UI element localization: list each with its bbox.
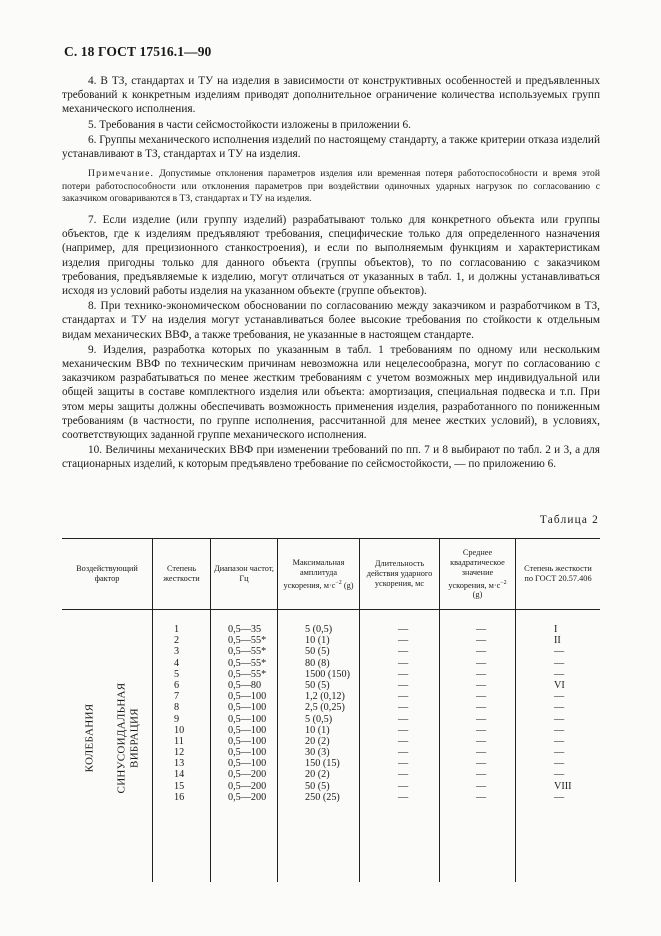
cell-gost: — (554, 713, 565, 725)
subgroup-label-text: СИНУСОИДАЛЬНАЯ ВИБРАЦИЯ (115, 682, 141, 794)
cell-range: 0,5—55* (228, 646, 267, 658)
table-row (62, 781, 600, 792)
table-row (62, 792, 600, 803)
cell-range: 0,5—100 (228, 735, 267, 747)
cell-degree: 8 (174, 702, 180, 714)
cell-duration: — (398, 691, 409, 703)
cell-amplitude: 50 (5) (305, 679, 330, 691)
cell-degree: 10 (174, 724, 185, 736)
cell-range: 0,5—100 (228, 713, 267, 725)
cell-duration: — (398, 646, 409, 658)
cell-amplitude: 150 (15) (305, 758, 340, 770)
cell-amplitude: 20 (2) (305, 735, 330, 747)
table-row (62, 714, 600, 725)
table-body (62, 610, 600, 882)
cell-range: 0,5—100 (228, 724, 267, 736)
col-header-factor: Воздействующий фактор (76, 564, 138, 583)
cell-duration: — (398, 747, 409, 759)
table-row (62, 736, 600, 747)
cell-amplitude: 2,5 (0,25) (305, 702, 345, 714)
table-row (62, 747, 600, 758)
cell-amplitude: 1500 (150) (305, 668, 350, 680)
cell-amplitude: 5 (0,5) (305, 713, 333, 725)
cell-gost: — (554, 791, 565, 803)
table-2 (62, 538, 600, 882)
cell-amplitude: 50 (5) (305, 646, 330, 658)
cell-rms: — (476, 635, 487, 647)
cell-gost: VI (554, 679, 565, 691)
cell-duration: — (398, 679, 409, 691)
cell-range: 0,5—55* (228, 635, 267, 647)
paragraph-4: 4. В ТЗ, стандартах и ТУ на изделия в зависимости от конструктивных особенностей и предъявленных требований к конкретным изделиям приводят дополнительное ограничение количества используемых групп механического исполнения. (62, 75, 600, 116)
cell-gost: I (554, 624, 558, 635)
table-header (62, 538, 600, 610)
cell-degree: 12 (174, 747, 185, 759)
rms-header-text: Среднее квадратическое значение ускорения, м·с (448, 547, 505, 590)
cell-duration: — (398, 635, 409, 647)
table-row (62, 702, 600, 713)
amplitude-exponent: −2 (335, 579, 342, 586)
cell-amplitude: 30 (3) (305, 747, 330, 759)
cell-rms: — (476, 657, 487, 669)
paragraph-5: 5. Требования в части сейсмостойкости изложены в приложении 6. (88, 118, 411, 131)
cell-range: 0,5—100 (228, 758, 267, 770)
cell-degree: 13 (174, 758, 185, 770)
cell-gost: — (554, 769, 565, 781)
cell-rms: — (476, 646, 487, 658)
table-row (62, 680, 600, 691)
note-text: Допустимые отклонения параметров изделия или временная потеря работоспособности и время этой потери работоспособности или отклонения параметров при воздействии одиночных ударных нагрузок по согласованию с заказчиком оговариваются в ТЗ, стандартах и ТУ на изделия. (62, 168, 600, 205)
cell-rms: — (476, 624, 487, 635)
cell-duration: — (398, 791, 409, 803)
cell-range: 0,5—100 (228, 691, 267, 703)
cell-range: 0,5—35 (228, 624, 262, 635)
cell-rms: — (476, 747, 487, 759)
table-row (62, 658, 600, 669)
cell-degree: 3 (174, 646, 180, 658)
table-row (62, 725, 600, 736)
paragraph-7: 7. Если изделие (или группу изделий) разрабатывают только для конкретного объекта или группы объектов, где к изделиям предъявляют требования, специфические только для определенного назначения (например, для прецизионного станкостроения), и если по выполняемым функциям и характеристикам изделия пригодны только для данного объекта (группы объектов), то по согласованию с заказчиком требования, предъявляемые к изделию, могут отличаться от указанных в табл. 1, и должны устанавливаться исходя из условий работы изделия на указанном объекте (группе объектов). (62, 214, 600, 298)
cell-gost: VIII (554, 780, 572, 792)
cell-amplitude: 5 (0,5) (305, 624, 333, 635)
cell-amplitude: 250 (25) (305, 791, 340, 803)
cell-rms: — (476, 724, 487, 736)
cell-gost: — (554, 735, 565, 747)
table-rows (62, 624, 600, 803)
group-label-text: КОЛЕБАНИЯ (83, 703, 95, 773)
cell-range: 0,5—55* (228, 657, 267, 669)
col-header-duration: Длительность действия ударного ускорения, мс (359, 539, 439, 609)
col-header-degree: Степень жесткости (152, 539, 210, 609)
cell-gost: — (554, 758, 565, 770)
cell-duration: — (398, 735, 409, 747)
cell-rms: — (476, 691, 487, 703)
cell-degree: 9 (174, 713, 180, 725)
col-header-amplitude (277, 539, 359, 609)
table-row (62, 691, 600, 702)
cell-amplitude: 10 (1) (305, 724, 330, 736)
paragraph-9: 9. Изделия, разработка которых по указанным в табл. 1 требованиям по одному или нескольким механическим ВВФ по техническим причинам невозможна или нецелесообразна, могут по согласованию с заказчиком разрабатываться по менее жестким требованиям с учетом возможных мер индивидуальной или общей защиты в составе комплектного изделия или объекта: амортизация, специальная подвеска и т.п. При этом меры защиты должны обеспечивать возможность применения изделия, разработанного по пониженным требованиям (в частности, по группе исполнения, рассчитанной для менее жестких условий), в условиях, соответствующих заданной группе механического исполнения. (62, 343, 600, 442)
cell-degree: 15 (174, 780, 185, 792)
rms-header-unit: (g) (472, 590, 483, 600)
cell-gost: — (554, 646, 565, 658)
cell-duration: — (398, 624, 409, 635)
col-header-rms (439, 539, 515, 609)
cell-rms: — (476, 735, 487, 747)
cell-amplitude: 80 (8) (305, 657, 330, 669)
amplitude-header-text: Максимальная амплитуда ускорения, м·с (283, 557, 345, 590)
cell-gost: — (554, 724, 565, 736)
cell-degree: 7 (174, 691, 180, 703)
cell-duration: — (398, 668, 409, 680)
cell-degree: 4 (174, 657, 180, 669)
cell-range: 0,5—200 (228, 780, 267, 792)
rms-exponent: −2 (500, 579, 507, 586)
note (62, 168, 600, 206)
cell-duration: — (398, 657, 409, 669)
cell-duration: — (398, 724, 409, 736)
cell-degree: 14 (174, 769, 185, 781)
cell-gost: — (554, 691, 565, 703)
cell-gost: — (554, 747, 565, 759)
paragraph-10: 10. Величины механических ВВФ при изменении требований по пп. 7 и 8 выбирают по табл. 2 и 3, а для стационарных изделий, к которым предъявлено требование по сейсмостойкости, — по приложению 6. (62, 444, 600, 471)
page-header: С. 18 ГОСТ 17516.1—90 (64, 44, 212, 59)
cell-rms: — (476, 713, 487, 725)
table-row (62, 646, 600, 657)
cell-rms: — (476, 679, 487, 691)
table-row (62, 758, 600, 769)
cell-rms: — (476, 758, 487, 770)
cell-duration: — (398, 758, 409, 770)
cell-degree: 11 (174, 735, 184, 747)
cell-amplitude: 10 (1) (305, 635, 330, 647)
cell-degree: 2 (174, 635, 180, 647)
cell-duration: — (398, 780, 409, 792)
cell-range: 0,5—55* (228, 668, 267, 680)
cell-gost: — (554, 702, 565, 714)
cell-duration: — (398, 713, 409, 725)
cell-amplitude: 1,2 (0,12) (305, 691, 345, 703)
table-row (62, 624, 600, 635)
note-label: Примечание. (88, 168, 155, 180)
amplitude-header-unit: (g) (341, 580, 354, 590)
cell-duration: — (398, 769, 409, 781)
cell-rms: — (476, 780, 487, 792)
cell-degree: 1 (174, 624, 180, 635)
cell-range: 0,5—100 (228, 747, 267, 759)
cell-amplitude: 20 (2) (305, 769, 330, 781)
table-row (62, 769, 600, 780)
cell-range: 0,5—100 (228, 702, 267, 714)
cell-rms: — (476, 668, 487, 680)
cell-degree: 16 (174, 791, 185, 803)
cell-rms: — (476, 791, 487, 803)
table-row (62, 669, 600, 680)
cell-duration: — (398, 702, 409, 714)
cell-degree: 5 (174, 668, 180, 680)
cell-gost: — (554, 657, 565, 669)
cell-rms: — (476, 769, 487, 781)
cell-degree: 6 (174, 679, 180, 691)
cell-rms: — (476, 702, 487, 714)
paragraph-6: 6. Группы механического исполнения изделий по настоящему стандарту, а также критерии отказа изделий устанавливают в ТЗ, стандартах и ТУ на изделия. (62, 133, 600, 161)
paragraph-8: 8. При технико-экономическом обосновании по согласованию между заказчиком и разработчиком в ТЗ, стандартах и ТУ на изделия могут устанавливаться более высокие требования по стойкости к отдельным видам механических ВВФ, а также требования, не указанные в настоящем стандарте. (62, 300, 600, 341)
cell-amplitude: 50 (5) (305, 780, 330, 792)
table-row (62, 635, 600, 646)
cell-range: 0,5—200 (228, 791, 267, 803)
cell-range: 0,5—200 (228, 769, 267, 781)
col-header-range: Диапазон частот, Гц (210, 539, 277, 609)
cell-range: 0,5—80 (228, 679, 262, 691)
table-label: Таблица 2 (539, 514, 599, 526)
cell-gost: II (554, 635, 561, 647)
col-header-gost: Степень жесткости по ГОСТ 20.57.406 (515, 539, 600, 609)
cell-gost: — (554, 668, 565, 680)
document-body (62, 74, 600, 473)
